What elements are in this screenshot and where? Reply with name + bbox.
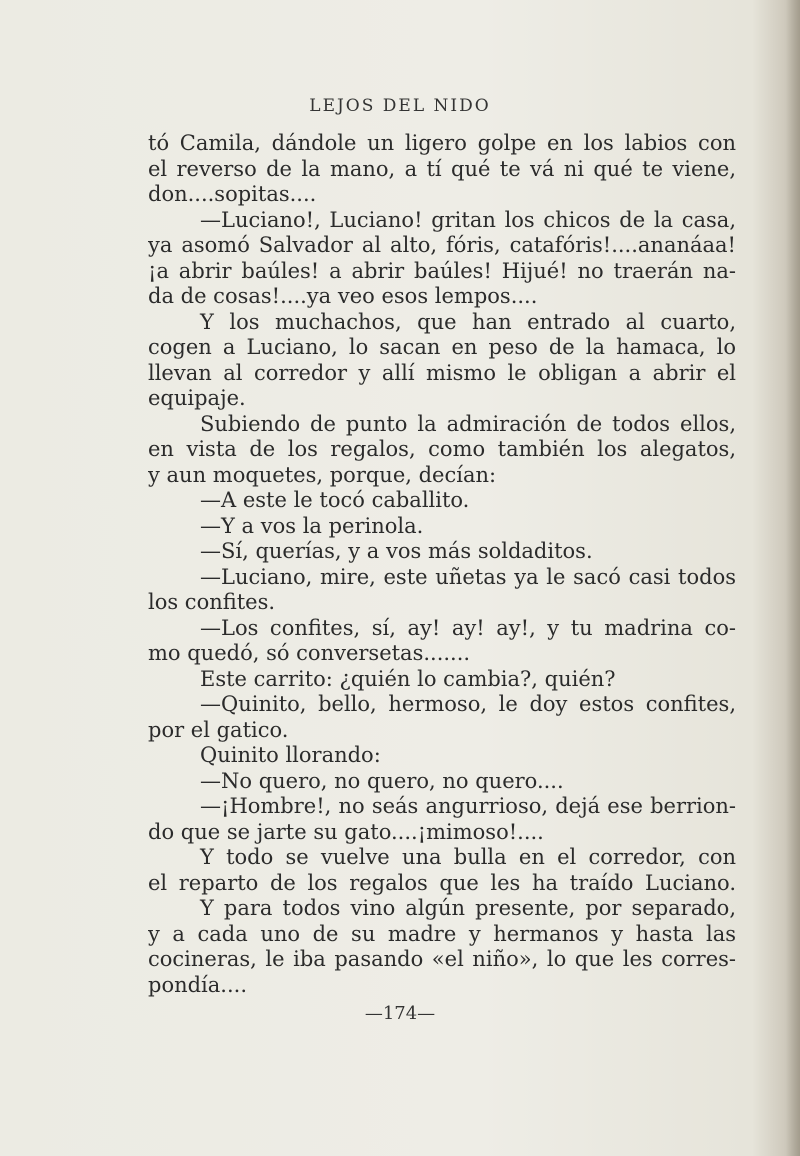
text-line: pondía....: [148, 972, 247, 997]
body-text: [148, 131, 736, 998]
running-title: LEJOS DEL NIDO: [309, 96, 491, 116]
text-line: —Luciano, mire, este uñetas ya le sacó casi todos: [200, 564, 736, 589]
text-line: el reverso de la mano, a tí qué te vá ni qué te viene,: [148, 156, 736, 181]
text-line: da de cosas!....ya veo esos lempos....: [148, 284, 538, 308]
text-line: —No quero, no quero, no quero....: [200, 768, 564, 793]
text-line: por el gatico.: [148, 717, 289, 742]
text-line: y aun moquetes, porque, decían:: [148, 462, 497, 487]
text-line: Subiendo de punto la admiración de todos ellos,: [200, 411, 736, 436]
text-line: —Quinito, bello, hermoso, le doy estos confites,: [200, 692, 736, 716]
text-line: equipaje.: [148, 386, 246, 410]
text-line: don....sopitas....: [148, 182, 317, 206]
text-line: —Sí, querías, y a vos más soldaditos.: [200, 539, 593, 563]
text-line: llevan al corredor y allí mismo le obligan a abrir el: [148, 360, 736, 385]
text-line: cocineras, le iba pasando «el niño», lo que les corres-: [148, 947, 736, 971]
text-line: —Luciano!, Luciano! gritan los chicos de la casa,: [200, 207, 736, 232]
text-line: tó Camila, dándole un ligero golpe en los labios con: [148, 131, 736, 155]
text-line: los confites.: [148, 590, 276, 614]
text-line: en vista de los regalos, como también los alegatos,: [148, 437, 736, 461]
page-number: —174—: [364, 1003, 436, 1024]
text-line: ya asomó Salvador al alto, fóris, catafóris!....ananáaa!: [148, 233, 736, 257]
text-line: —Y a vos la perinola.: [200, 513, 424, 538]
text-line: Y todo se vuelve una bulla en el corredor, con: [200, 845, 736, 869]
text-line: —A este le tocó caballito.: [200, 488, 470, 512]
text-line: Y para todos vino algún presente, por separado,: [200, 896, 736, 920]
text-line: Este carrito: ¿quién lo cambia?, quién?: [200, 666, 616, 691]
text-line: ¡a abrir baúles! a abrir baúles! Hijué! no traerán na-: [148, 258, 736, 283]
text-line: Y los muchachos, que han entrado al cuarto,: [200, 309, 736, 334]
text-line: el reparto de los regalos que les ha traído Luciano.: [148, 870, 736, 895]
text-line: —¡Hombre!, no seás angurrioso, dejá ese berrion-: [200, 794, 736, 818]
text-line: do que se jarte su gato....¡mimoso!....: [148, 819, 544, 844]
text-line: Quinito llorando:: [200, 743, 381, 767]
page-edge-shadow: [786, 0, 800, 1156]
text-line: —Los confites, sí, ay! ay! ay!, y tu madrina co-: [200, 615, 736, 640]
text-line: mo quedó, só conversetas.......: [148, 641, 471, 665]
text-line: y a cada uno de su madre y hermanos y hasta las: [148, 921, 736, 946]
text-line: cogen a Luciano, lo sacan en peso de la hamaca, lo: [148, 335, 736, 359]
